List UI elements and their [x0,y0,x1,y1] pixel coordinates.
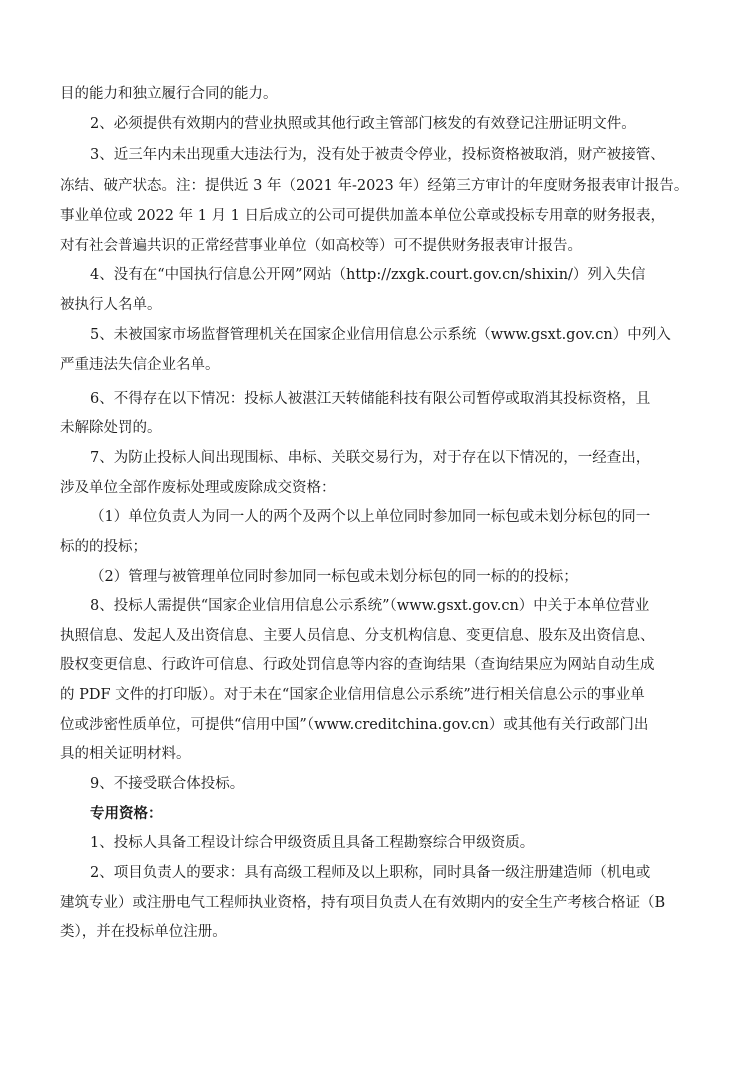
section-heading: 专用资格： [90,805,163,822]
text-line: （1）单位负责人为同一人的两个及两个以上单位同时参加同一标包或未划分标包的同一 [90,509,651,525]
text-line: 1、投标人具备工程设计综合甲级资质且具备工程勘察综合甲级资质。 [90,835,535,851]
text-line: 事业单位或 2022 年 1 月 1 日后成立的公司可提供加盖本单位公章或投标专用章的财务报表， [60,208,666,224]
text-line: 对有社会普遍共识的正常经营事业单位（如高校等）可不提供财务报表审计报告。 [60,238,582,254]
text-line: （2）管理与被管理单位同时参加同一标包或未划分标包的同一标的的投标； [90,569,578,585]
text-line: 6、不得存在以下情况：投标人被湛江天转储能科技有限公司暂停或取消其投标资格，且 [90,391,651,407]
text-line: 严重违法失信企业名单。 [60,357,220,373]
text-line: 冻结、破产状态。注：提供近 3 年（2021 年-2023 年）经第三方审计的年度财务报表审计报告。 [60,178,689,194]
text-line: 3、近三年内未出现重大违法行为，没有处于被责令停业，投标资格被取消，财产被接管、 [90,147,665,163]
text-line: 目的能力和独立履行合同的能力。 [60,86,278,102]
text-line: 4、没有在“中国执行信息公开网”网站（http://zxgk.court.gov.cn/shixin/）列入失信 [90,267,646,283]
text-line: 的 PDF 文件的打印版）。对于未在“国家企业信用信息公示系统”进行相关信息公示的事业单 [60,687,645,703]
text-line: 5、未被国家市场监督管理机关在国家企业信用信息公示系统（www.gsxt.gov.cn）中列入 [90,327,671,343]
text-line: 具的相关证明材料。 [60,746,191,762]
text-line: 2、项目负责人的要求：具有高级工程师及以上职称，同时具备一级注册建造师（机电或 [90,865,651,881]
text-line: 被执行人名单。 [60,297,162,313]
text-line: 涉及单位全部作废标处理或废除成交资格： [60,480,336,496]
text-line: 未解除处罚的。 [60,420,162,436]
text-line: 执照信息、发起人及出资信息、主要人员信息、分支机构信息、变更信息、股东及出资信息、 [60,628,655,644]
text-line: 建筑专业）或注册电气工程师执业资格，持有项目负责人在有效期内的安全生产考核合格证（B [60,895,666,911]
text-line: 标的的投标； [60,539,147,555]
text-line: 8、投标人需提供“国家企业信用信息公示系统”（www.gsxt.gov.cn）中关于本单位营业 [90,598,650,614]
text-line: 类），并在投标单位注册。 [60,924,227,940]
text-line: 7、为防止投标人间出现围标、串标、关联交易行为，对于存在以下情况的，一经查出， [90,450,651,466]
text-line: 2、必须提供有效期内的营业执照或其他行政主管部门核发的有效登记注册证明文件。 [90,116,636,132]
text-line: 9、不接受联合体投标。 [90,776,245,792]
text-line: 股权变更信息、行政许可信息、行政处罚信息等内容的查询结果（查询结果应为网站自动生成 [60,657,655,673]
text-line: 位或涉密性质单位，可提供“信用中国”（www.creditchina.gov.cn）或其他有关行政部门出 [60,717,649,733]
